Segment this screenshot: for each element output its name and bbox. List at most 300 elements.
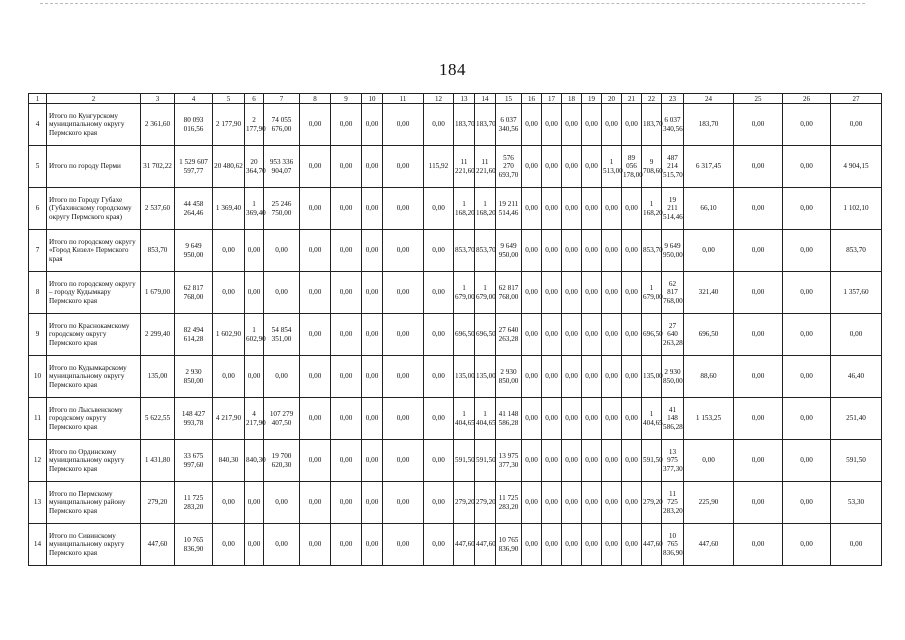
table-cell: 2 930 850,00	[496, 356, 522, 398]
table-cell: 9 649 950,00	[496, 230, 522, 272]
table-cell: 0,00	[300, 524, 331, 566]
row-number: 7	[29, 230, 47, 272]
municipality-name: Итого по Кудымкарскому муниципальному округу Пермского края	[47, 356, 141, 398]
table-cell: 0,00	[245, 230, 264, 272]
column-header: 3	[141, 94, 175, 104]
table-cell: 0,00	[562, 440, 582, 482]
table-cell: 0,00	[602, 104, 622, 146]
table-cell: 0,00	[522, 188, 542, 230]
table-cell: 11 725 283,20	[662, 482, 684, 524]
table-cell: 0,00	[684, 230, 734, 272]
table-cell: 0,00	[362, 188, 383, 230]
table-cell: 6 037 340,56	[662, 104, 684, 146]
table-cell: 279,20	[642, 482, 662, 524]
table-cell: 0,00	[245, 272, 264, 314]
table-cell: 1 404,65	[642, 398, 662, 440]
table-cell: 0,00	[783, 482, 831, 524]
table-cell: 853,70	[141, 230, 175, 272]
table-cell: 0,00	[383, 146, 424, 188]
table-cell: 853,70	[454, 230, 475, 272]
column-header: 13	[454, 94, 475, 104]
table-cell: 0,00	[300, 230, 331, 272]
table-cell: 0,00	[783, 188, 831, 230]
table-cell: 853,70	[642, 230, 662, 272]
table-cell: 2 930 850,00	[175, 356, 213, 398]
table-cell: 447,60	[475, 524, 496, 566]
table-cell: 1 404,65	[454, 398, 475, 440]
table-cell: 0,00	[213, 482, 245, 524]
table-cell: 696,50	[684, 314, 734, 356]
table-cell: 0,00	[362, 230, 383, 272]
municipality-name: Итого по Ординскому муниципальному округу Пермского края	[47, 440, 141, 482]
table-cell: 0,00	[300, 314, 331, 356]
column-header: 7	[264, 94, 300, 104]
column-header: 27	[831, 94, 882, 104]
table-cell: 0,00	[582, 104, 602, 146]
column-header: 12	[424, 94, 454, 104]
table-cell: 0,00	[331, 314, 362, 356]
table-cell: 107 279 407,50	[264, 398, 300, 440]
table-cell: 0,00	[562, 482, 582, 524]
table-cell: 62 817 768,00	[662, 272, 684, 314]
table-cell: 0,00	[734, 230, 783, 272]
table-cell: 11 725 283,20	[175, 482, 213, 524]
table-cell: 0,00	[331, 230, 362, 272]
table-cell: 0,00	[542, 188, 562, 230]
table-cell: 41 148 586,28	[496, 398, 522, 440]
table-body	[29, 94, 882, 566]
table-cell: 135,00	[475, 356, 496, 398]
table-cell: 0,00	[602, 230, 622, 272]
table-cell: 0,00	[542, 104, 562, 146]
table-cell: 0,00	[522, 104, 542, 146]
table-cell: 576 270 693,70	[496, 146, 522, 188]
table-cell: 1 102,10	[831, 188, 882, 230]
table-cell: 1 679,00	[454, 272, 475, 314]
table-cell: 183,70	[642, 104, 662, 146]
table-cell: 88,60	[684, 356, 734, 398]
table-cell: 148 427 993,78	[175, 398, 213, 440]
table-row	[29, 188, 882, 230]
table-cell: 0,00	[264, 230, 300, 272]
table-cell: 0,00	[264, 272, 300, 314]
column-header: 26	[783, 94, 831, 104]
table-row	[29, 230, 882, 272]
table-cell: 0,00	[622, 524, 642, 566]
table-cell: 0,00	[562, 272, 582, 314]
table-cell: 135,00	[642, 356, 662, 398]
table-cell: 853,70	[831, 230, 882, 272]
table-cell: 0,00	[783, 440, 831, 482]
table-cell: 0,00	[562, 146, 582, 188]
table-cell: 0,00	[734, 104, 783, 146]
table-cell: 0,00	[622, 398, 642, 440]
table-cell: 0,00	[542, 314, 562, 356]
table-cell: 1 679,00	[141, 272, 175, 314]
table-cell: 183,70	[684, 104, 734, 146]
table-row	[29, 314, 882, 356]
row-number: 6	[29, 188, 47, 230]
table-cell: 0,00	[424, 104, 454, 146]
table-cell: 0,00	[522, 482, 542, 524]
table-cell: 10 765 836,90	[175, 524, 213, 566]
table-cell: 0,00	[602, 482, 622, 524]
table-cell: 0,00	[424, 314, 454, 356]
municipality-name: Итого по Пермскому муниципальному району Пермского края	[47, 482, 141, 524]
table-cell: 0,00	[602, 188, 622, 230]
table-cell: 0,00	[734, 524, 783, 566]
table-cell: 0,00	[522, 314, 542, 356]
table-cell: 0,00	[622, 482, 642, 524]
table-cell: 0,00	[522, 272, 542, 314]
table-cell: 279,20	[141, 482, 175, 524]
column-number-row	[29, 94, 882, 104]
table-cell: 53,30	[831, 482, 882, 524]
column-header: 9	[331, 94, 362, 104]
table-cell: 0,00	[300, 356, 331, 398]
table-cell: 1 602,90	[213, 314, 245, 356]
table-row	[29, 104, 882, 146]
municipality-name: Итого по Городу Губахе (Губахинскому городскому округу Пермского края)	[47, 188, 141, 230]
table-cell: 0,00	[213, 356, 245, 398]
column-header: 16	[522, 94, 542, 104]
row-number: 12	[29, 440, 47, 482]
table-cell: 696,50	[454, 314, 475, 356]
table-cell: 0,00	[602, 398, 622, 440]
column-header: 4	[175, 94, 213, 104]
table-cell: 0,00	[582, 398, 602, 440]
table-cell: 0,00	[383, 188, 424, 230]
table-cell: 0,00	[562, 398, 582, 440]
column-header: 22	[642, 94, 662, 104]
table-cell: 447,60	[642, 524, 662, 566]
table-cell: 25 246 750,00	[264, 188, 300, 230]
table-cell: 4 217,90	[245, 398, 264, 440]
table-cell: 31 702,22	[141, 146, 175, 188]
table-cell: 0,00	[582, 272, 602, 314]
table-cell: 0,00	[383, 398, 424, 440]
municipality-name: Итого по Кунгурскому муниципальному округу Пермского края	[47, 104, 141, 146]
table-cell: 19 211 514,46	[662, 188, 684, 230]
table-cell: 279,20	[475, 482, 496, 524]
table-row	[29, 356, 882, 398]
page-number: 184	[439, 60, 466, 79]
column-header: 8	[300, 94, 331, 104]
table-cell: 0,00	[622, 440, 642, 482]
table-cell: 279,20	[454, 482, 475, 524]
table-cell: 0,00	[300, 146, 331, 188]
table-cell: 13 975 377,30	[496, 440, 522, 482]
table-cell: 0,00	[622, 188, 642, 230]
table-cell: 82 494 614,28	[175, 314, 213, 356]
table-cell: 115,92	[424, 146, 454, 188]
table-cell: 321,40	[684, 272, 734, 314]
table-cell: 0,00	[542, 398, 562, 440]
column-header: 1	[29, 94, 47, 104]
column-header: 5	[213, 94, 245, 104]
municipality-name: Итого по городу Перми	[47, 146, 141, 188]
table-cell: 1 153,25	[684, 398, 734, 440]
table-cell: 0,00	[213, 230, 245, 272]
table-cell: 447,60	[141, 524, 175, 566]
table-cell: 13 975 377,30	[662, 440, 684, 482]
table-cell: 0,00	[362, 440, 383, 482]
table-cell: 0,00	[734, 356, 783, 398]
table-cell: 80 093 016,56	[175, 104, 213, 146]
table-cell: 0,00	[300, 440, 331, 482]
table-cell: 74 055 676,00	[264, 104, 300, 146]
table-cell: 0,00	[522, 146, 542, 188]
table-cell: 1 369,40	[245, 188, 264, 230]
table-cell: 0,00	[562, 314, 582, 356]
table-cell: 0,00	[542, 230, 562, 272]
table-cell: 62 817 768,00	[496, 272, 522, 314]
table-cell: 20 480,62	[213, 146, 245, 188]
table-cell: 0,00	[622, 104, 642, 146]
table-cell: 0,00	[424, 440, 454, 482]
table-cell: 89 056 178,00	[622, 146, 642, 188]
table-cell: 6 317,45	[684, 146, 734, 188]
table-cell: 0,00	[582, 230, 602, 272]
table-cell: 0,00	[684, 440, 734, 482]
table-cell: 0,00	[331, 104, 362, 146]
table-cell: 0,00	[362, 146, 383, 188]
table-cell: 0,00	[522, 440, 542, 482]
table-cell: 0,00	[622, 272, 642, 314]
table-cell: 135,00	[454, 356, 475, 398]
table-row	[29, 398, 882, 440]
table-cell: 19 211 514,46	[496, 188, 522, 230]
table-cell: 840,30	[213, 440, 245, 482]
table-cell: 4 217,90	[213, 398, 245, 440]
table-cell: 0,00	[362, 272, 383, 314]
table-cell: 0,00	[602, 524, 622, 566]
table-cell: 0,00	[213, 524, 245, 566]
table-cell: 0,00	[734, 482, 783, 524]
column-header: 23	[662, 94, 684, 104]
table-row	[29, 272, 882, 314]
table-cell: 183,70	[454, 104, 475, 146]
table-cell: 5 622,55	[141, 398, 175, 440]
table-cell: 251,40	[831, 398, 882, 440]
table-cell: 0,00	[602, 356, 622, 398]
table-cell: 0,00	[783, 230, 831, 272]
table-cell: 1 679,00	[642, 272, 662, 314]
table-cell: 0,00	[582, 188, 602, 230]
row-number: 10	[29, 356, 47, 398]
table-cell: 2 361,60	[141, 104, 175, 146]
table-cell: 0,00	[383, 230, 424, 272]
table-cell: 0,00	[424, 188, 454, 230]
row-number: 8	[29, 272, 47, 314]
table-cell: 0,00	[622, 314, 642, 356]
table-cell: 0,00	[331, 356, 362, 398]
table-cell: 0,00	[562, 104, 582, 146]
table-cell: 225,90	[684, 482, 734, 524]
table-cell: 0,00	[300, 482, 331, 524]
table-cell: 183,70	[475, 104, 496, 146]
row-number: 11	[29, 398, 47, 440]
table-cell: 33 675 997,60	[175, 440, 213, 482]
table-cell: 2 299,40	[141, 314, 175, 356]
table-cell: 0,00	[582, 482, 602, 524]
column-header: 21	[622, 94, 642, 104]
table-cell: 0,00	[300, 272, 331, 314]
table-cell: 0,00	[582, 524, 602, 566]
table-cell: 0,00	[602, 440, 622, 482]
table-cell: 0,00	[383, 356, 424, 398]
table-cell: 0,00	[783, 146, 831, 188]
table-cell: 0,00	[331, 482, 362, 524]
table-row	[29, 146, 882, 188]
table-cell: 0,00	[622, 356, 642, 398]
table-cell: 0,00	[522, 524, 542, 566]
column-header: 17	[542, 94, 562, 104]
municipality-name: Итого по Лысьвенскому городскому округу Пермского края	[47, 398, 141, 440]
table-cell: 0,00	[331, 440, 362, 482]
table-cell: 1 404,65	[475, 398, 496, 440]
table-cell: 0,00	[602, 314, 622, 356]
table-cell: 0,00	[213, 272, 245, 314]
row-number: 4	[29, 104, 47, 146]
table-cell: 0,00	[424, 482, 454, 524]
table-cell: 1 679,00	[475, 272, 496, 314]
table-cell: 0,00	[331, 272, 362, 314]
table-cell: 0,00	[383, 482, 424, 524]
table-cell: 0,00	[331, 188, 362, 230]
column-header: 2	[47, 94, 141, 104]
table-cell: 2 177,90	[213, 104, 245, 146]
table-cell: 0,00	[331, 524, 362, 566]
table-cell: 1 168,20	[642, 188, 662, 230]
table-cell: 0,00	[362, 524, 383, 566]
table-cell: 591,50	[831, 440, 882, 482]
table-cell: 0,00	[300, 188, 331, 230]
table-cell: 9 708,60	[642, 146, 662, 188]
table-cell: 0,00	[783, 524, 831, 566]
table-cell: 0,00	[331, 398, 362, 440]
table-cell: 0,00	[582, 356, 602, 398]
table-cell: 0,00	[522, 398, 542, 440]
table-cell: 1 168,20	[454, 188, 475, 230]
table-cell: 0,00	[362, 104, 383, 146]
table-cell: 0,00	[734, 188, 783, 230]
column-header: 24	[684, 94, 734, 104]
table-cell: 0,00	[734, 440, 783, 482]
table-cell: 0,00	[300, 104, 331, 146]
table-cell: 0,00	[424, 524, 454, 566]
table-cell: 840,30	[245, 440, 264, 482]
column-header: 25	[734, 94, 783, 104]
table-cell: 487 214 515,70	[662, 146, 684, 188]
table-cell: 0,00	[383, 314, 424, 356]
table-cell: 0,00	[542, 146, 562, 188]
table-cell: 0,00	[264, 524, 300, 566]
table-cell: 11 725 283,20	[496, 482, 522, 524]
table-cell: 10 765 836,90	[662, 524, 684, 566]
table-cell: 0,00	[362, 398, 383, 440]
table-cell: 1 513,00	[602, 146, 622, 188]
table-cell: 0,00	[245, 356, 264, 398]
table-cell: 0,00	[622, 230, 642, 272]
table-cell: 1 529 607 597,77	[175, 146, 213, 188]
table-cell: 11 221,60	[454, 146, 475, 188]
table-row	[29, 482, 882, 524]
column-header: 15	[496, 94, 522, 104]
table-row	[29, 524, 882, 566]
table-cell: 4 904,15	[831, 146, 882, 188]
table-cell: 0,00	[264, 482, 300, 524]
table-cell: 10 765 836,90	[496, 524, 522, 566]
table-cell: 0,00	[522, 230, 542, 272]
table-cell: 66,10	[684, 188, 734, 230]
column-header: 6	[245, 94, 264, 104]
table-cell: 696,50	[642, 314, 662, 356]
table-cell: 0,00	[831, 524, 882, 566]
table-cell: 0,00	[734, 314, 783, 356]
table-cell: 44 458 264,46	[175, 188, 213, 230]
table-cell: 0,00	[582, 146, 602, 188]
municipality-name: Итого по Краснокамскому городскому округу Пермского края	[47, 314, 141, 356]
table-cell: 696,50	[475, 314, 496, 356]
data-table	[28, 93, 882, 566]
table-cell: 0,00	[783, 104, 831, 146]
table-cell: 0,00	[264, 356, 300, 398]
table-cell: 2 930 850,00	[662, 356, 684, 398]
table-cell: 0,00	[542, 440, 562, 482]
table-cell: 0,00	[542, 356, 562, 398]
municipality-name: Итого по городскому округу «Город Кизел» Пермского края	[47, 230, 141, 272]
table-cell: 41 148 586,28	[662, 398, 684, 440]
municipality-name: Итого по городскому округу – городу Кудымкару Пермского края	[47, 272, 141, 314]
table-cell: 19 700 620,30	[264, 440, 300, 482]
column-header: 10	[362, 94, 383, 104]
table-cell: 135,00	[141, 356, 175, 398]
table-cell: 9 649 950,00	[175, 230, 213, 272]
table-cell: 0,00	[783, 398, 831, 440]
table-cell: 953 336 904,07	[264, 146, 300, 188]
row-number: 9	[29, 314, 47, 356]
table-cell: 6 037 340,56	[496, 104, 522, 146]
top-edge-line	[40, 3, 865, 4]
table-cell: 11 221,60	[475, 146, 496, 188]
table-cell: 1 369,40	[213, 188, 245, 230]
table-cell: 0,00	[582, 314, 602, 356]
table-cell: 0,00	[562, 356, 582, 398]
column-header: 14	[475, 94, 496, 104]
table-cell: 0,00	[362, 482, 383, 524]
table-cell: 853,70	[475, 230, 496, 272]
table-cell: 447,60	[684, 524, 734, 566]
table-cell: 54 854 351,00	[264, 314, 300, 356]
table-cell: 0,00	[542, 272, 562, 314]
table-cell: 0,00	[424, 398, 454, 440]
table-cell: 0,00	[331, 146, 362, 188]
table-cell: 0,00	[300, 398, 331, 440]
table-cell: 0,00	[582, 440, 602, 482]
row-number: 5	[29, 146, 47, 188]
table-cell: 9 649 950,00	[662, 230, 684, 272]
table-cell: 0,00	[734, 146, 783, 188]
table-cell: 46,40	[831, 356, 882, 398]
table-cell: 0,00	[522, 356, 542, 398]
table-cell: 591,50	[475, 440, 496, 482]
table-cell: 0,00	[424, 230, 454, 272]
table-cell: 0,00	[831, 104, 882, 146]
table-cell: 447,60	[454, 524, 475, 566]
column-header: 11	[383, 94, 424, 104]
table-cell: 27 640 263,28	[496, 314, 522, 356]
